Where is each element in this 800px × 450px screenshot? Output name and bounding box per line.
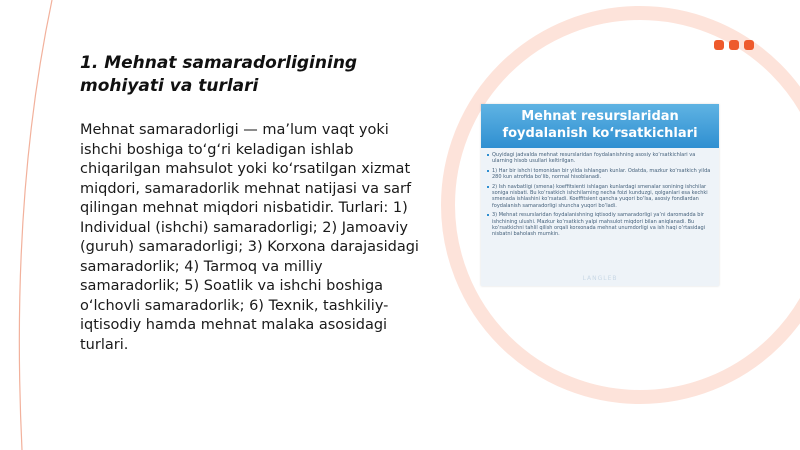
infographic-item: 3) Mehnat resurslaridan foydalanishning iqtisodiy samaradorligi ya’ni daromadda bir ishchining ulushi. Mazkur ko‘rsatkich yalpi mahsulot miqdori bilan aniqlanadi. Bu ko‘rsatkichni tahlil qilish orqali korxonada mehnat unumdorligi va ish haqi o‘rtasidagi nisbatni baholash mumkin. [487,212,713,238]
accent-dots [714,40,754,50]
infographic-card [481,104,719,286]
slide-title: 1. Mehnat samaradorligining mohiyati va turlari [80,53,358,96]
infographic-title: Mehnat resurslaridan foydalanish ko‘rsatkichlari [481,104,719,148]
infographic-list [481,152,719,238]
infographic-item: Quyidagi jadvalda mehnat resurslaridan foydalanishning asosiy ko‘rsatkichlari va ularning hisob usullari keltirilgan. [487,152,713,165]
left-accent-line [19,0,52,450]
infographic-item: 1) Har bir ishchi tomonidan bir yilda ishlangan kunlar. Odatda, mazkur ko‘rsatkich yilda 280 kun atrofida bo‘lib, normal hisoblanadi. [487,168,713,181]
slide-body-text: Mehnat samaradorligi — ma’lum vaqt yoki ishchi boshiga to‘g‘ri keladigan ishlab chiqarilgan mahsulot yoki ko‘rsatilgan xizmat miqdori, samaradorlik mehnat natijasi va sarf qilingan mehnat miqdori nisbatidir. Turlari: 1) Individual (ishchi) samaradorligi; 2) Jamoaviy (guruh) samaradorligi; 3) Korxona darajasidagi samaradorlik; 4) Tarmoq va milliy samaradorlik; 5) Soatlik va ishchi boshiga o‘lchovli samaradorlik; 6) Texnik, tashkiliy-iqtisodiy hamda mehnat malaka asosidagi turlari. [80,122,419,353]
accent-dot [714,40,724,50]
infographic-item: 2) Ish navbatligi (smena) koeffitsienti ishlagan kunlardagi smenalar sonining ishchilar soniga nisbati. Bu ko‘rsatkich ishchilarning necha foizi kunduzgi, qolganlari esa kechki smenada ishlashini ko‘rsatadi. Koeffitsient qancha yuqori bo‘lsa, asosiy fondlardan foydalanish samaradorligi shuncha yuqori bo‘ladi. [487,184,713,210]
accent-dot [744,40,754,50]
infographic-footer: LANGLEB [582,275,618,282]
accent-dot [729,40,739,50]
